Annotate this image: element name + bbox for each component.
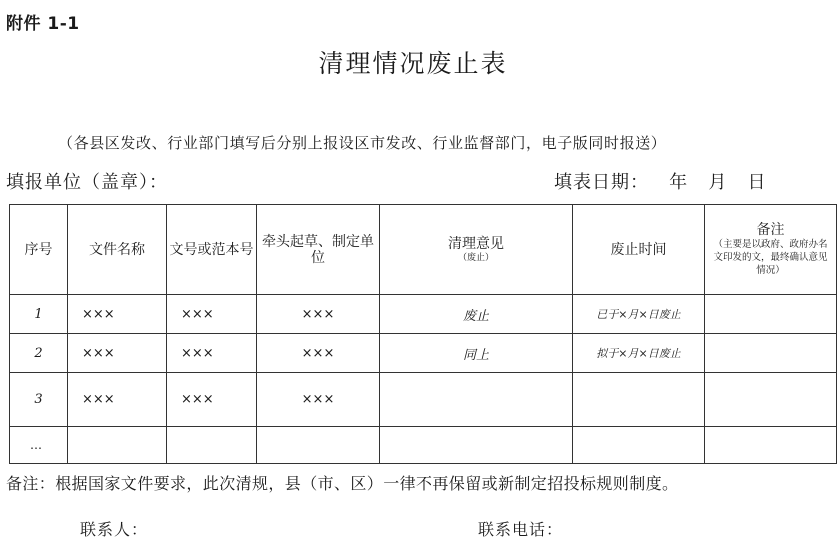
footnote: 备注：根据国家文件要求，此次清规，县（市、区）一律不再保留或新制定招投标规则制度。 bbox=[6, 474, 679, 493]
cell-remark bbox=[705, 334, 837, 373]
header-drafting-unit: 牵头起草、制定单位 bbox=[257, 205, 380, 295]
cell-time bbox=[573, 373, 705, 427]
header-doc-no: 文号或范本号 bbox=[167, 205, 257, 295]
header-name: 文件名称 bbox=[68, 205, 167, 295]
cleanup-table bbox=[9, 204, 837, 464]
cell-drafting-unit: ××× bbox=[257, 334, 380, 373]
cell-drafting-unit bbox=[257, 427, 380, 464]
cell-seq: 2 bbox=[10, 334, 68, 373]
cell-name bbox=[68, 427, 167, 464]
cell-opinion: 废止 bbox=[380, 295, 573, 334]
cell-time: 拟于×月×日废止 bbox=[573, 334, 705, 373]
cell-drafting-unit: ××× bbox=[257, 373, 380, 427]
table-row bbox=[10, 373, 837, 427]
cell-name: ××× bbox=[68, 373, 167, 427]
phone-label: 联系电话： bbox=[478, 520, 564, 539]
cell-time bbox=[573, 427, 705, 464]
cell-remark bbox=[705, 295, 837, 334]
cell-doc-no: ××× bbox=[167, 334, 257, 373]
cell-remark bbox=[705, 373, 837, 427]
cell-opinion bbox=[380, 427, 573, 464]
fill-unit-label: 填报单位（盖章）： bbox=[6, 172, 168, 193]
cell-drafting-unit: ××× bbox=[257, 295, 380, 334]
cell-seq: 1 bbox=[10, 295, 68, 334]
header-remark-sub: （主要是以政府、政府办名文印发的文，最终确认意见情况） bbox=[713, 239, 828, 276]
contact-label: 联系人： bbox=[80, 520, 149, 539]
subtitle: （各县区发改、行业部门填写后分别上报设区市发改、行业监督部门，电子版同时报送） bbox=[58, 134, 667, 152]
table-header-row bbox=[10, 205, 837, 295]
cell-opinion bbox=[380, 373, 573, 427]
cell-time: 已于×月×日废止 bbox=[573, 295, 705, 334]
table-row bbox=[10, 295, 837, 334]
cell-opinion: 同上 bbox=[380, 334, 573, 373]
page-title: 清理情况废止表 bbox=[318, 49, 508, 78]
header-opinion-label: 清理意见 bbox=[448, 235, 504, 252]
header-opinion-sub: （废止） bbox=[457, 252, 494, 263]
header-seq: 序号 bbox=[10, 205, 68, 295]
header-time: 废止时间 bbox=[573, 205, 705, 295]
cell-doc-no: ××× bbox=[167, 373, 257, 427]
cell-seq: 3 bbox=[10, 373, 68, 427]
cell-seq: … bbox=[10, 427, 68, 464]
table-row bbox=[10, 334, 837, 373]
header-remark-label: 备注 bbox=[756, 222, 785, 238]
cell-name: ××× bbox=[68, 295, 167, 334]
cell-name: ××× bbox=[68, 334, 167, 373]
cell-doc-no: ××× bbox=[167, 295, 257, 334]
cell-doc-no bbox=[167, 427, 257, 464]
attachment-label: 附件 1-1 bbox=[6, 14, 80, 34]
fill-date-label: 填表日期： 年 月 日 bbox=[554, 172, 767, 193]
header-remark bbox=[705, 205, 837, 295]
table-row bbox=[10, 427, 837, 464]
cell-remark bbox=[705, 427, 837, 464]
header-opinion bbox=[380, 205, 573, 295]
